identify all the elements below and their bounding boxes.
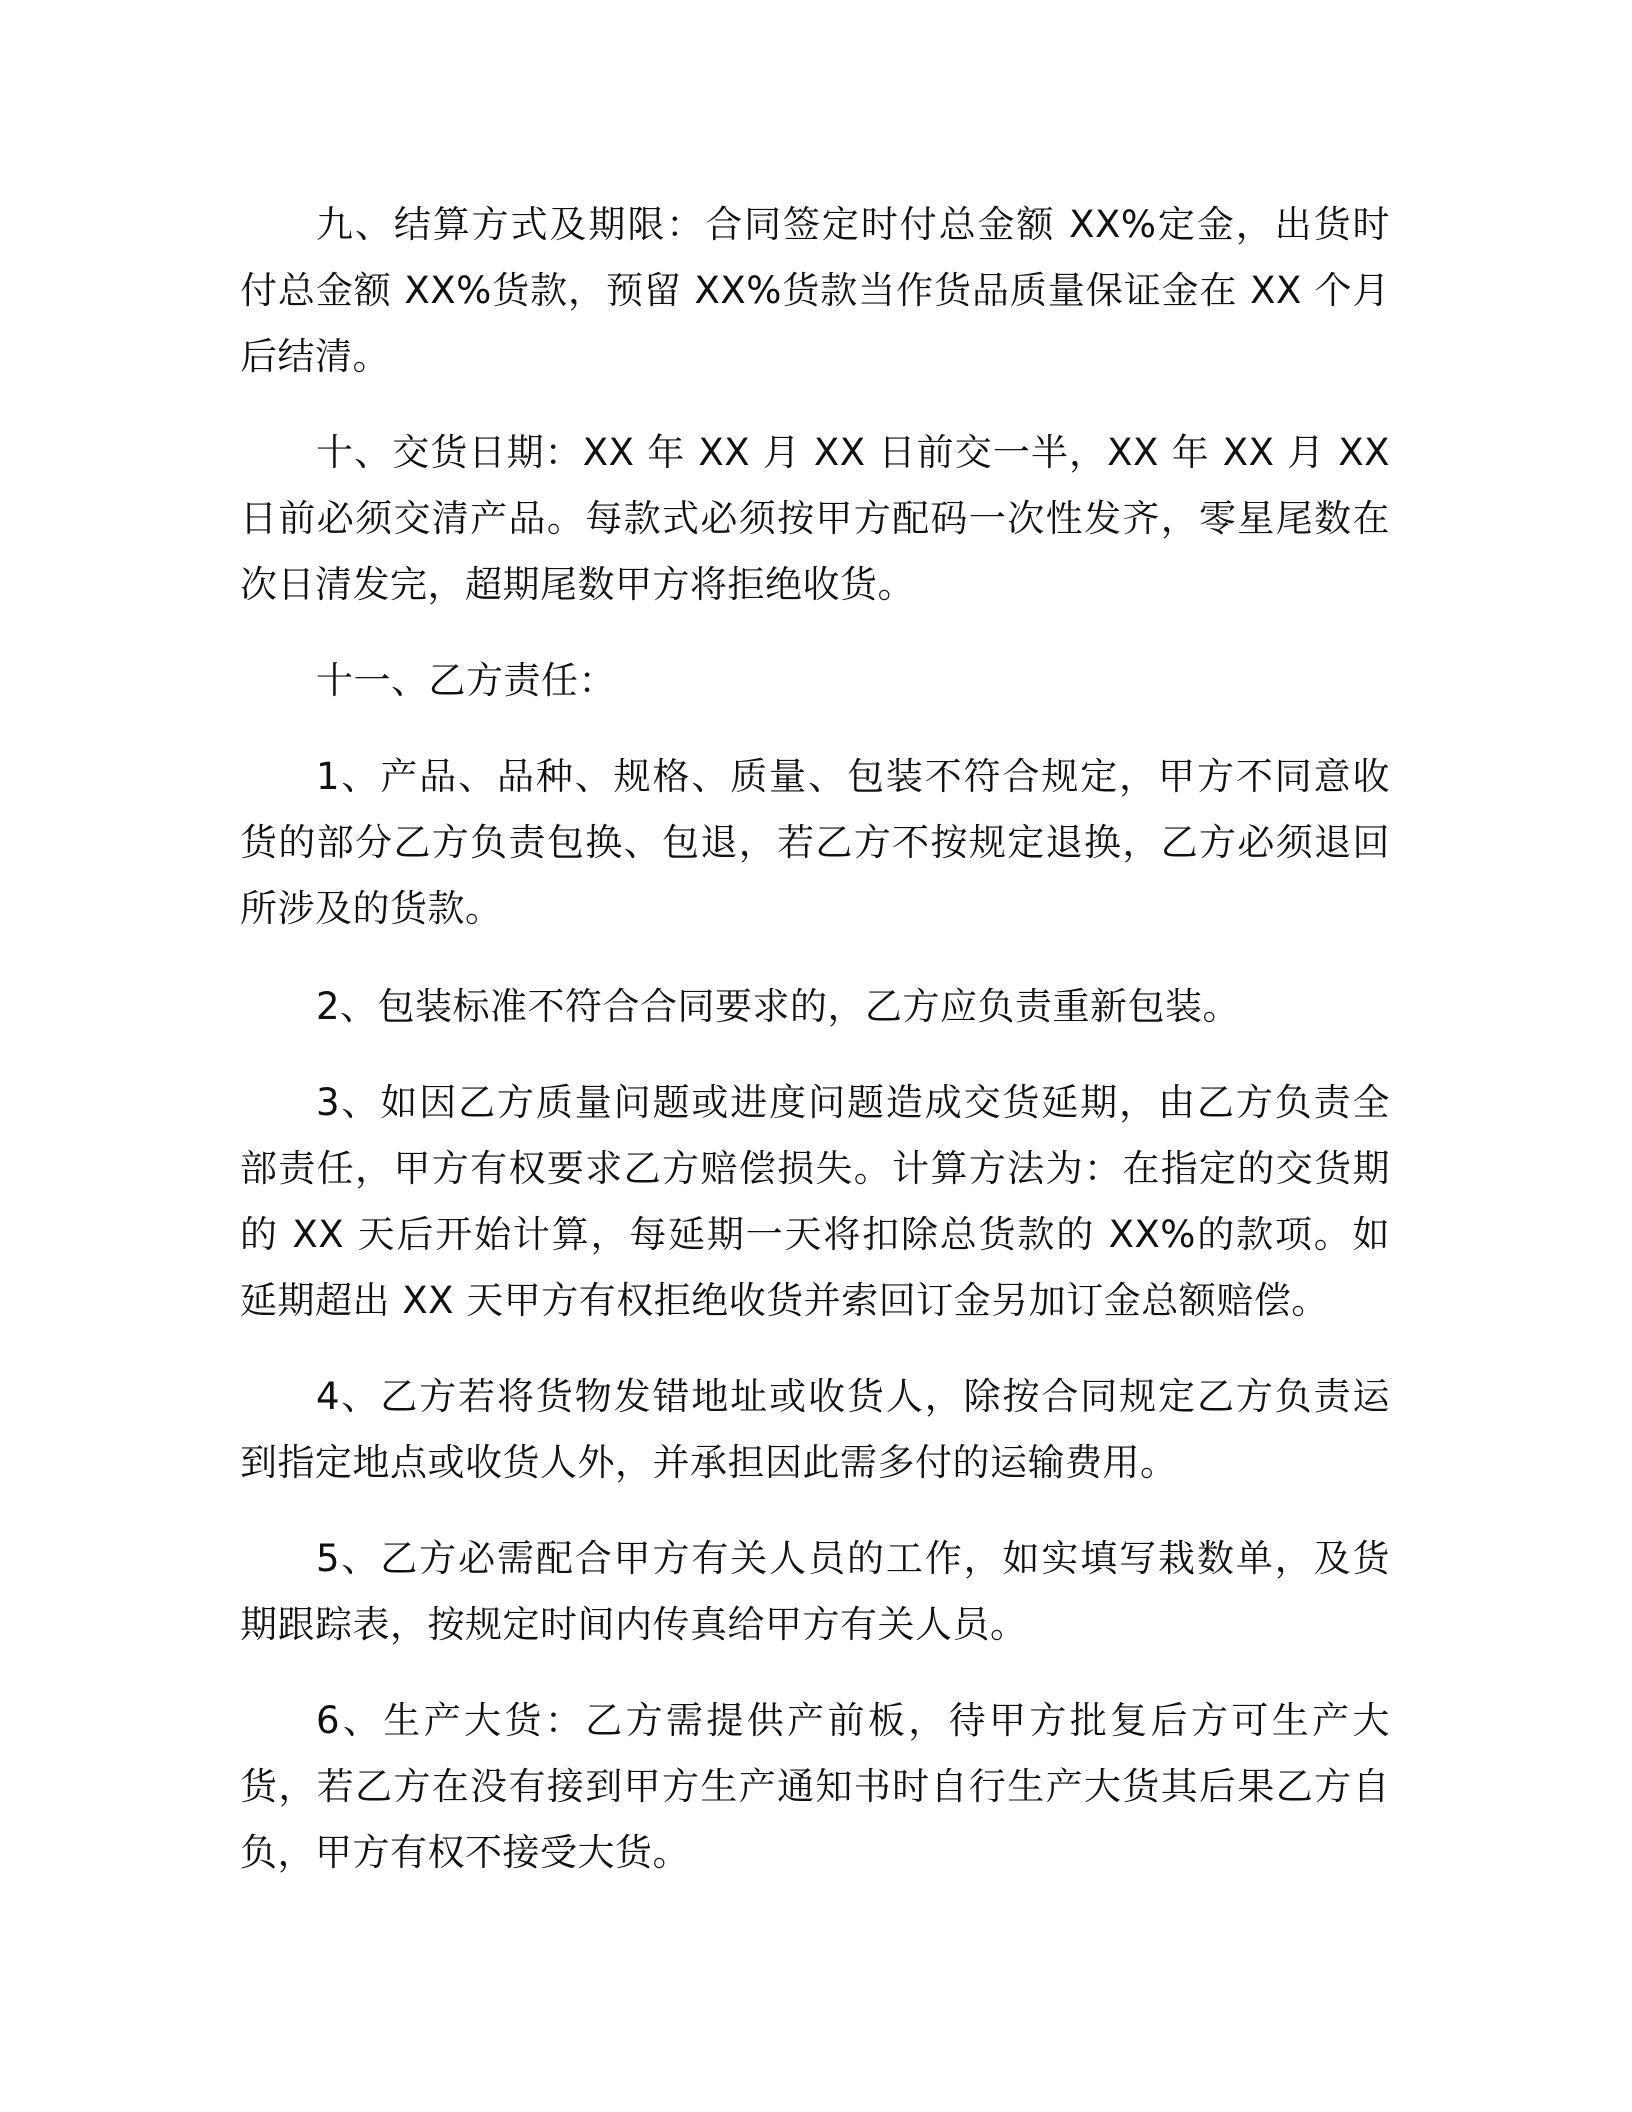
paragraph-item-6: 6、生产大货：乙方需提供产前板，待甲方批复后方可生产大货，若乙方在没有接到甲方生产通知书时自行生产大货其后果乙方自负，甲方有权不接受大货。 — [240, 1699, 1390, 1874]
paragraph-item-5: 5、乙方必需配合甲方有关人员的工作，如实填写栽数单，及货期跟踪表，按规定时间内传真给甲方有关人员。 — [240, 1537, 1390, 1646]
document-body — [240, 192, 1390, 1916]
paragraph-item-1: 1、产品、品种、规格、质量、包装不符合规定，甲方不同意收货的部分乙方负责包换、包退，若乙方不按规定退换，乙方必须退回所涉及的货款。 — [240, 755, 1390, 930]
paragraph-settlement: 九、结算方式及期限：合同签定时付总金额 XX%定金，出货时付总金额 XX%货款，预留 XX%货款当作货品质量保证金在 XX 个月后结清。 — [240, 203, 1390, 378]
paragraph-item-3: 3、如因乙方质量问题或进度问题造成交货延期，由乙方负责全部责任，甲方有权要求乙方赔偿损失。计算方法为：在指定的交货期的 XX 天后开始计算，每延期一天将扣除总货款的 XX%的款项。如延期超出 XX 天甲方有权拒绝收货并索回订金另加订金总额赔偿。 — [240, 1081, 1390, 1322]
paragraph-delivery-date: 十、交货日期：XX 年 XX 月 XX 日前交一半，XX 年 XX 月 XX 日前必须交清产品。每款式必须按甲方配码一次性发齐，零星尾数在次日清发完，超期尾数甲方将拒绝收货。 — [240, 431, 1390, 606]
paragraph-party-b-responsibility-heading: 十一、乙方责任： — [316, 659, 616, 702]
paragraph-item-2: 2、包装标准不符合合同要求的，乙方应负责重新包装。 — [316, 985, 1241, 1028]
paragraph-item-4: 4、乙方若将货物发错地址或收货人，除按合同规定乙方负责运到指定地点或收货人外，并承担因此需多付的运输费用。 — [240, 1375, 1390, 1484]
